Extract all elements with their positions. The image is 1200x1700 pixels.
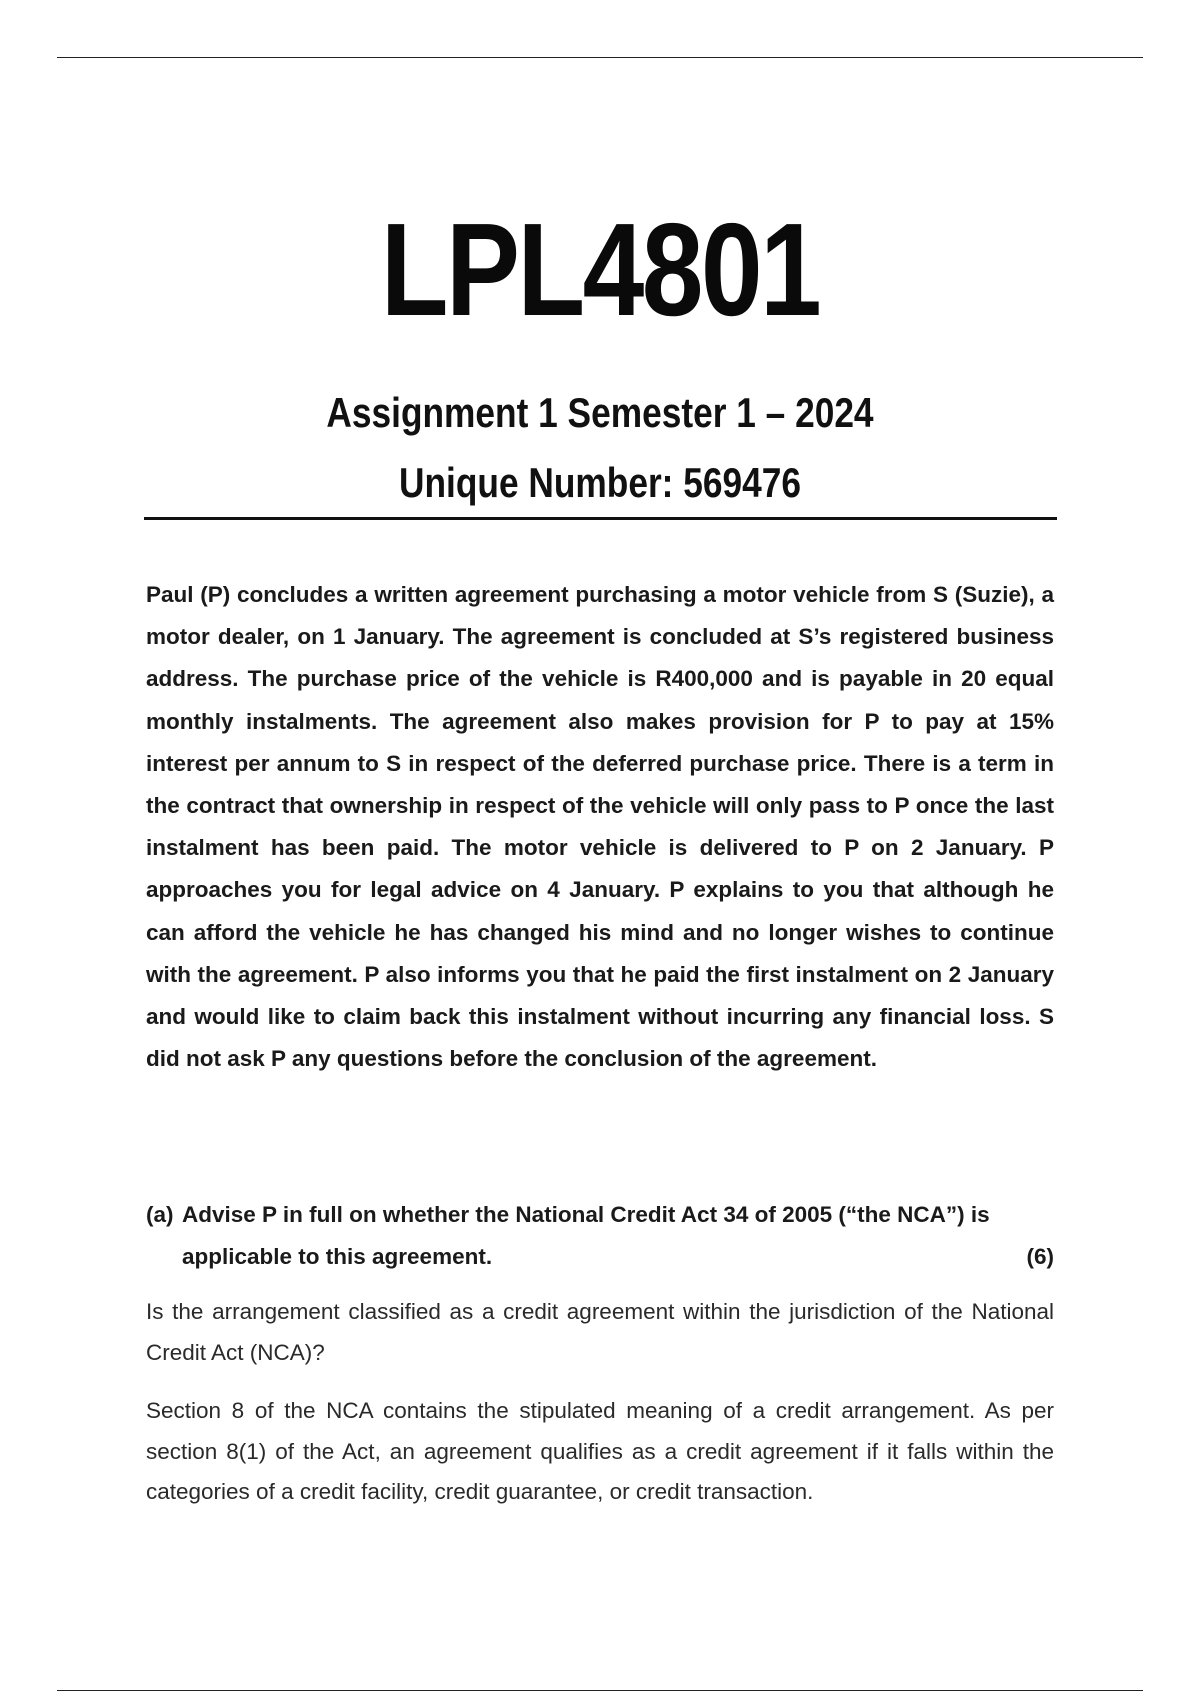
top-divider	[57, 57, 1143, 58]
title-underline	[144, 517, 1057, 520]
scenario-paragraph: Paul (P) concludes a written agreement purchasing a motor vehicle from S (Suzie), a motor dealer, on 1 January. The agreement is concluded at S’s registered business address. The purchase price of the vehicle is R400,000 and is payable in 20 equal monthly instalments. The agreement also makes provision for P to pay at 15% interest per annum to S in respect of the deferred purchase price. There is a term in the contract that ownership in respect of the vehicle will only pass to P once the last instalment has been paid. The motor vehicle is delivered to P on 2 January. P approaches you for legal advice on 4 January. P explains to you that although he can afford the vehicle he has changed his mind and no longer wishes to continue with the agreement. P also informs you that he paid the first instalment on 2 January and would like to claim back this instalment without incurring any financial loss. S did not ask P any questions before the conclusion of the agreement.	[146, 582, 1054, 1072]
question-label: (a)	[146, 1202, 174, 1227]
bottom-divider	[57, 1690, 1143, 1691]
assignment-subtitle: Assignment 1 Semester 1 – 2024	[326, 389, 874, 436]
answer-paragraph-2: Section 8 of the NCA contains the stipulated meaning of a credit arrangement. As per section 8(1) of the Act, an agreement qualifies as a credit agreement if it falls within the categories of a credit facility, credit guarantee, or credit transaction.	[146, 1398, 1054, 1504]
answer-paragraph-1: Is the arrangement classified as a credit agreement within the jurisdiction of the National Credit Act (NCA)?	[146, 1299, 1054, 1365]
question-marks: (6)	[1026, 1244, 1054, 1269]
course-code-title: LPL4801	[380, 196, 820, 343]
question-text: Advise P in full on whether the National Credit Act 34 of 2005 (“the NCA”) is applicable to this agreement.	[182, 1202, 990, 1270]
unique-number-subtitle: Unique Number: 569476	[399, 459, 801, 506]
